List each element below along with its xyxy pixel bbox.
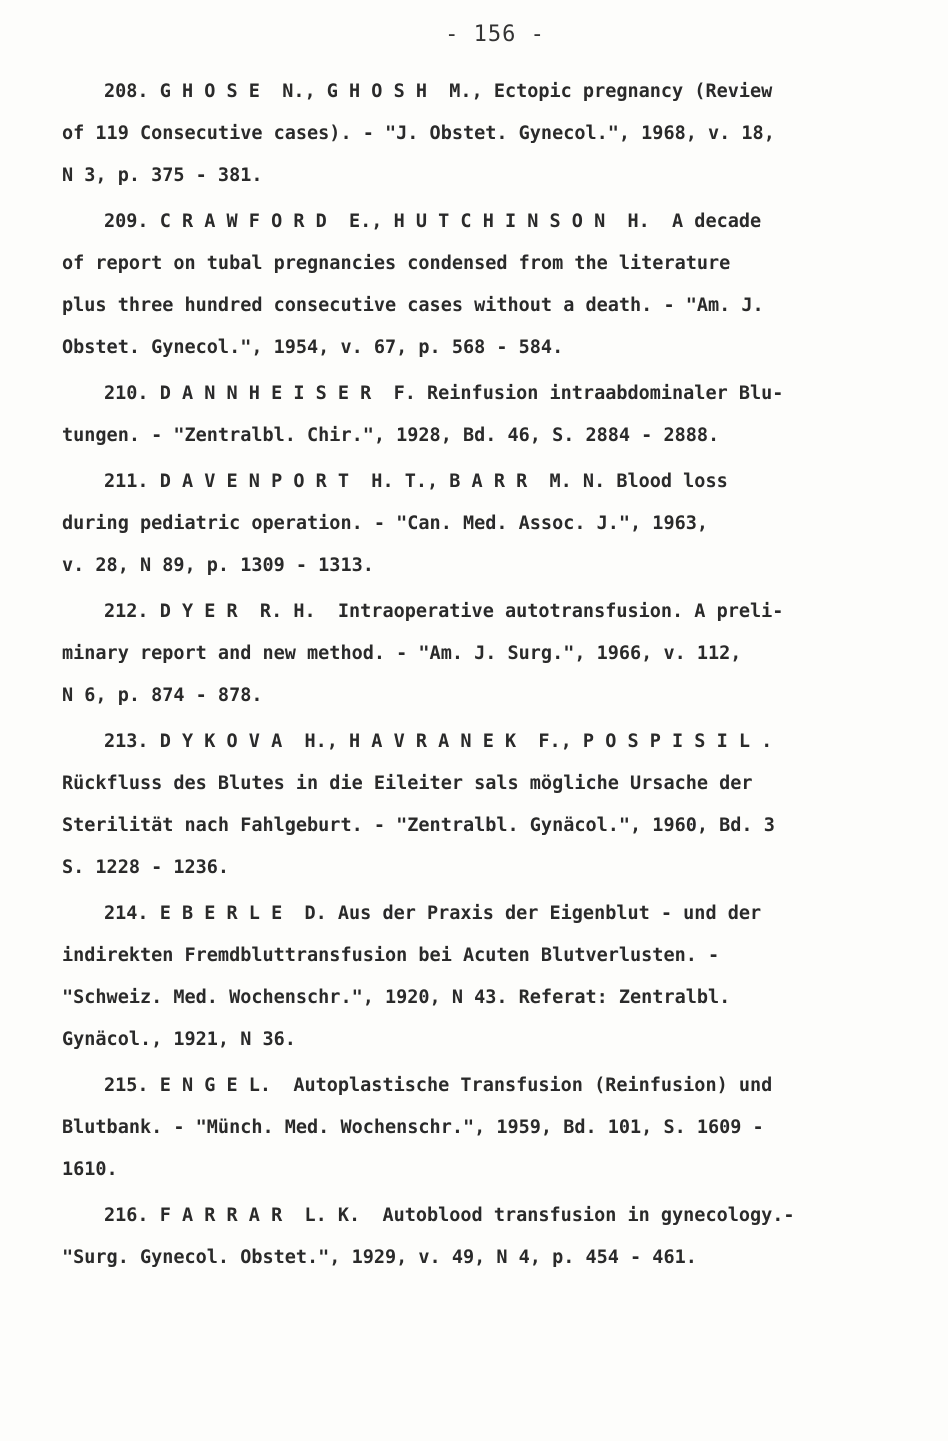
reference-line: 216. F A R R A R L. K. Autoblood transfusion in gynecology.- <box>104 1205 795 1226</box>
reference-line: 213. D Y K O V A H., H A V R A N E K F., P O S P I S I L . <box>104 731 773 752</box>
reference-line: minary report and new method. - "Am. J. Surg.", 1966, v. 112, <box>62 643 742 664</box>
reference-line: "Surg. Gynecol. Obstet.", 1929, v. 49, N 4, p. 454 - 461. <box>62 1247 697 1268</box>
reference-line: Blutbank. - "Münch. Med. Wochenschr.", 1959, Bd. 101, S. 1609 - <box>62 1117 764 1138</box>
reference-entry-210 <box>62 373 908 457</box>
reference-entry-216 <box>62 1195 908 1279</box>
reference-line: 210. D A N N H E I S E R F. Reinfusion intraabdominaler Blu- <box>104 383 784 404</box>
reference-entry-209 <box>62 201 908 369</box>
reference-line: N 6, p. 874 - 878. <box>62 685 263 706</box>
reference-line: 214. E B E R L E D. Aus der Praxis der Eigenblut - und der <box>104 903 762 924</box>
page-number: - 156 - <box>445 22 545 47</box>
reference-line: Rückfluss des Blutes in die Eileiter sals mögliche Ursache der <box>62 773 753 794</box>
reference-line: 215. E N G E L. Autoplastische Transfusion (Reinfusion) und <box>104 1075 773 1096</box>
reference-line: 212. D Y E R R. H. Intraoperative autotransfusion. A preli- <box>104 601 784 622</box>
reference-line: "Schweiz. Med. Wochenschr.", 1920, N 43. Referat: Zentralbl. <box>62 987 731 1008</box>
reference-entry-212 <box>62 591 908 717</box>
reference-line: 1610. <box>62 1159 118 1180</box>
reference-line: S. 1228 - 1236. <box>62 857 230 878</box>
reference-entry-208 <box>62 71 908 197</box>
reference-line: of 119 Consecutive cases). - "J. Obstet. Gynecol.", 1968, v. 18, <box>62 123 775 144</box>
reference-line: during pediatric operation. - "Can. Med. Assoc. J.", 1963, <box>62 513 709 534</box>
reference-line: plus three hundred consecutive cases without a death. - "Am. J. <box>62 295 764 316</box>
reference-line: N 3, p. 375 - 381. <box>62 165 263 186</box>
reference-entry-215 <box>62 1065 908 1191</box>
reference-line: 208. G H O S E N., G H O S H M., Ectopic pregnancy (Review <box>104 81 773 102</box>
reference-line: Gynäcol., 1921, N 36. <box>62 1029 296 1050</box>
reference-entry-211 <box>62 461 908 587</box>
reference-entry-213 <box>62 721 908 889</box>
reference-entry-214 <box>62 893 908 1061</box>
reference-line: v. 28, N 89, p. 1309 - 1313. <box>62 555 374 576</box>
reference-line: Obstet. Gynecol.", 1954, v. 67, p. 568 - 584. <box>62 337 564 358</box>
reference-line: tungen. - "Zentralbl. Chir.", 1928, Bd. 46, S. 2884 - 2888. <box>62 425 720 446</box>
reference-line: 209. C R A W F O R D E., H U T C H I N S O N H. A decade <box>104 211 762 232</box>
reference-line: of report on tubal pregnancies condensed from the literature <box>62 253 731 274</box>
reference-line: indirekten Fremdbluttransfusion bei Acuten Blutverlusten. - <box>62 945 720 966</box>
reference-line: 211. D A V E N P O R T H. T., B A R R M. N. Blood loss <box>104 471 728 492</box>
reference-line: Sterilität nach Fahlgeburt. - "Zentralbl. Gynäcol.", 1960, Bd. 3 <box>62 815 775 836</box>
